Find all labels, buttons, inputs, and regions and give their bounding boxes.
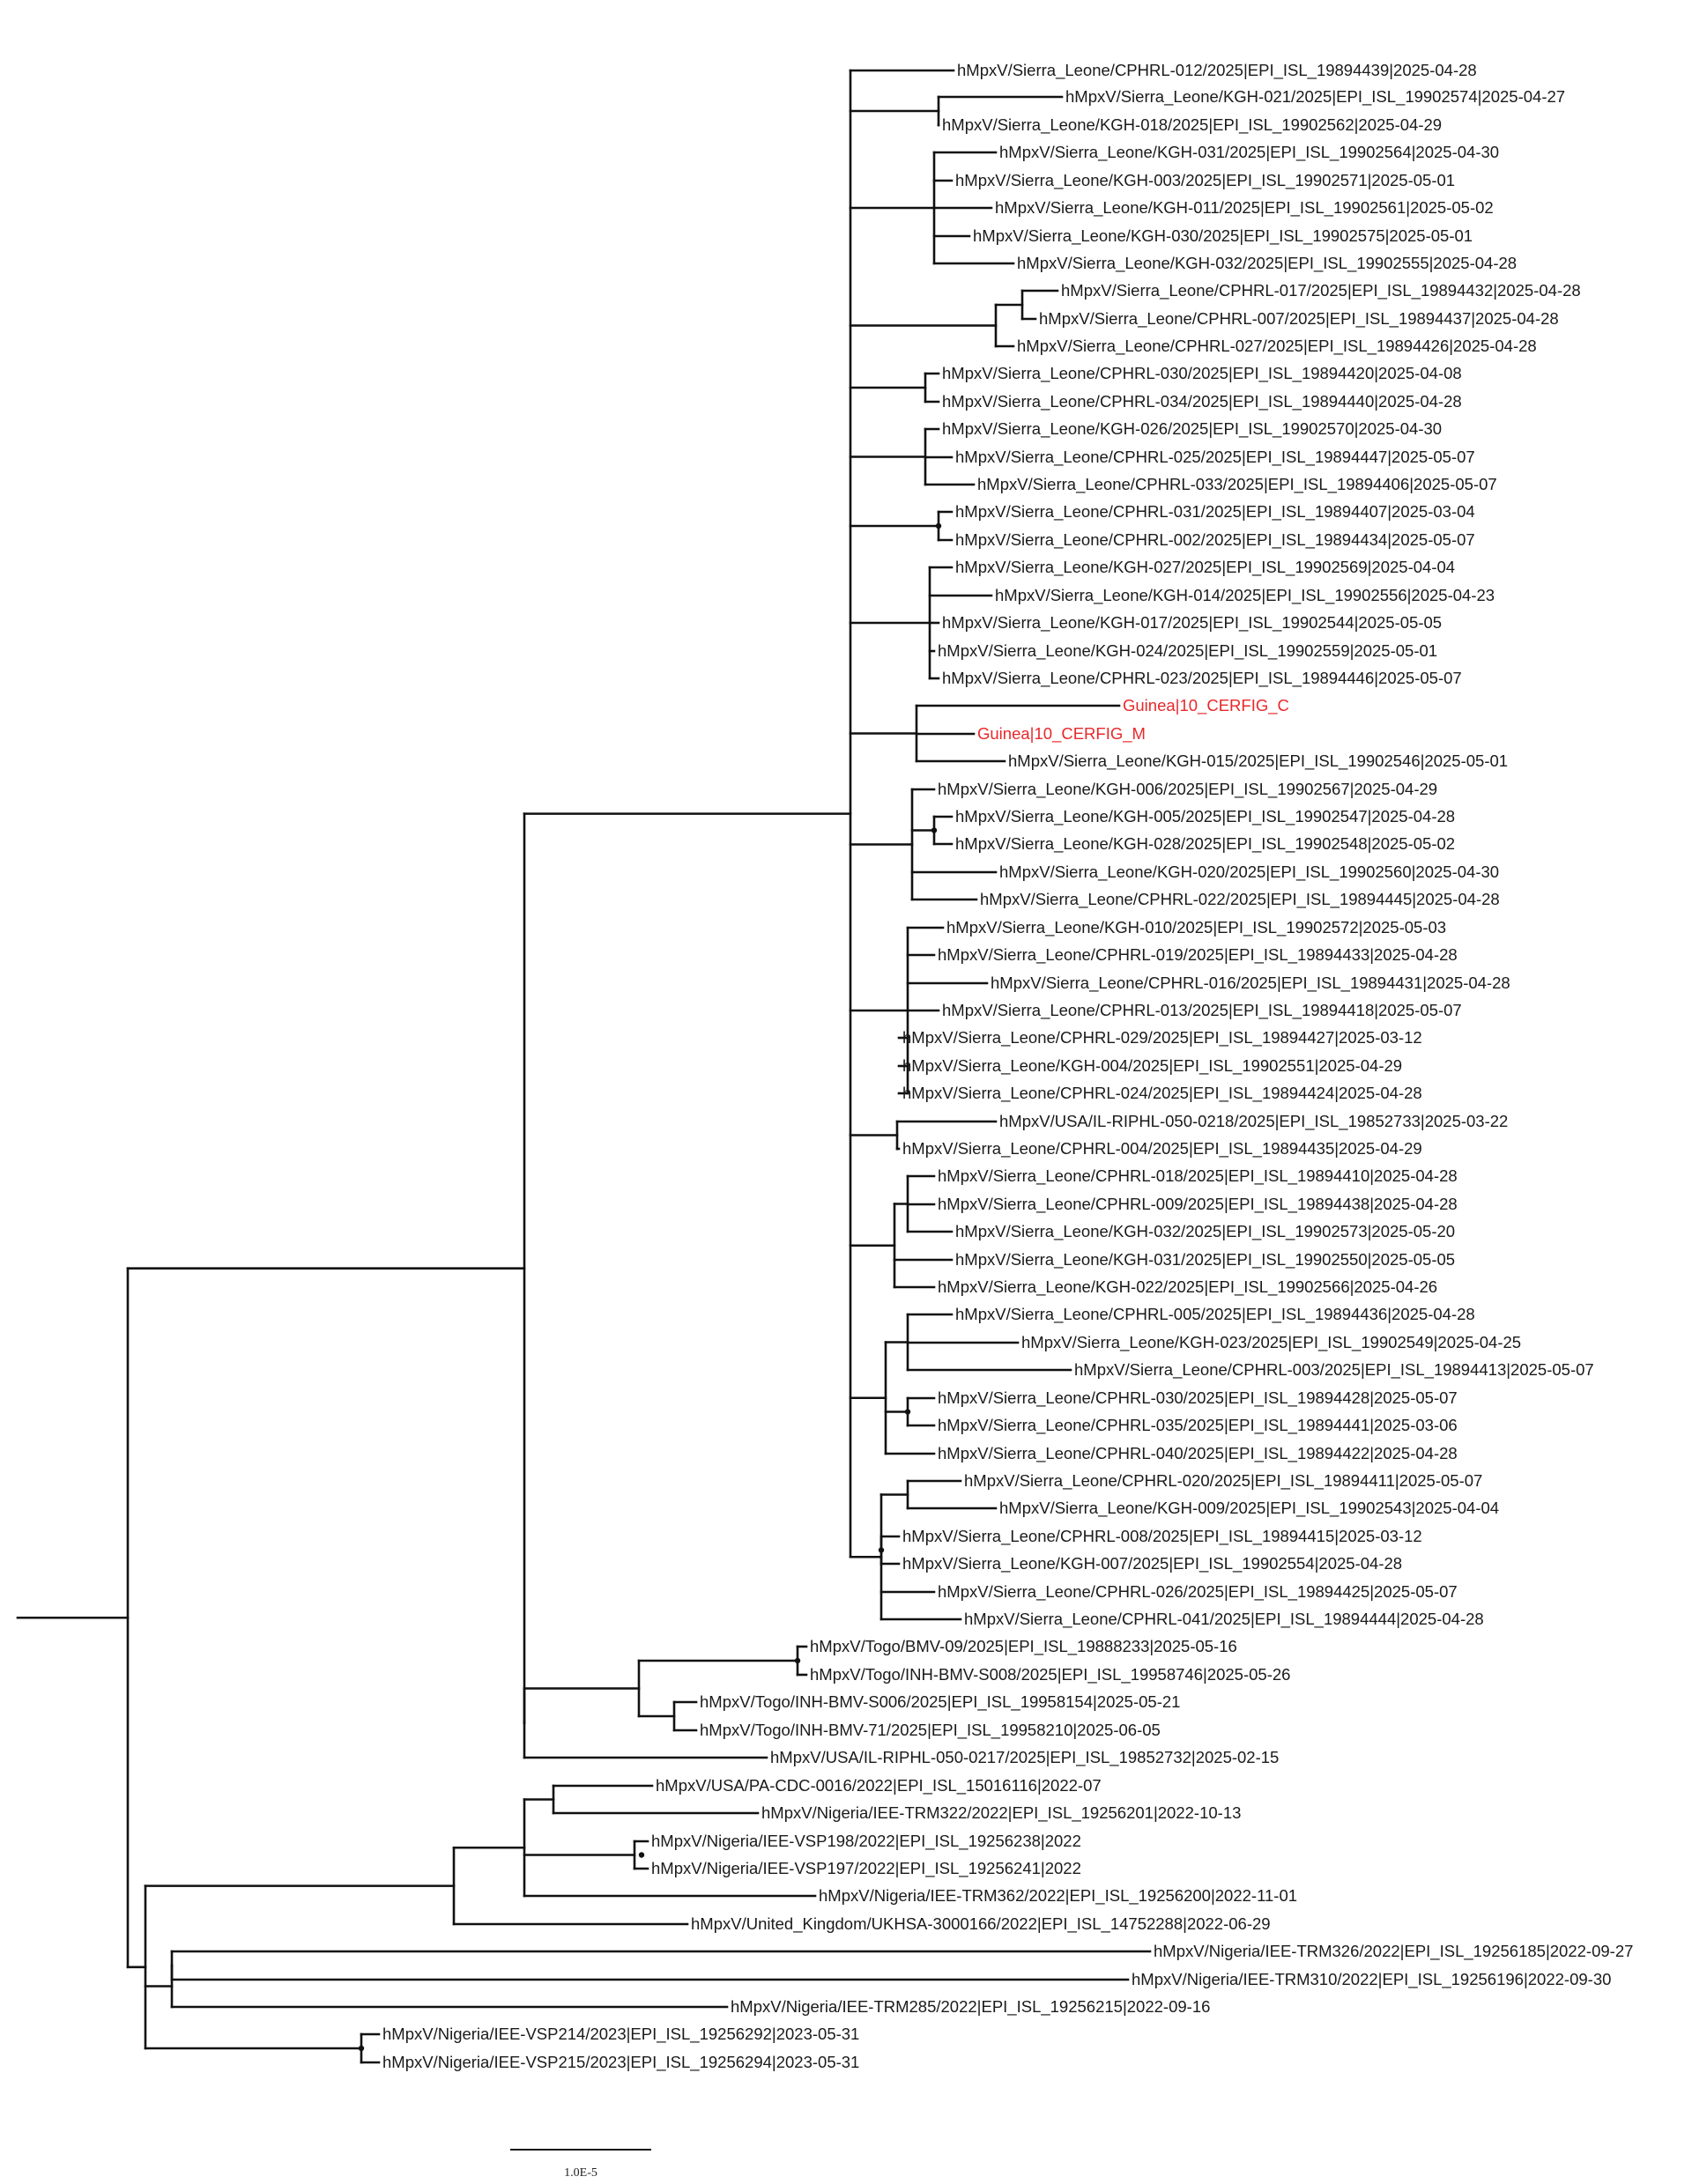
node-dot bbox=[359, 2046, 364, 2051]
tip-label: hMpxV/Togo/INH-BMV-S006/2025|EPI_ISL_19958154|2025-05-21 bbox=[700, 1692, 1181, 1711]
tip-label: hMpxV/Nigeria/IEE-VSP214/2023|EPI_ISL_19256292|2023-05-31 bbox=[382, 2025, 860, 2043]
tip-label: hMpxV/Sierra_Leone/CPHRL-019/2025|EPI_ISL_19894433|2025-04-28 bbox=[938, 945, 1458, 964]
scale-bar-label: 1.0E-5 bbox=[564, 2166, 597, 2180]
tip-label: hMpxV/USA/IL-RIPHL-050-0217/2025|EPI_ISL_19852732|2025-02-15 bbox=[770, 1748, 1280, 1766]
tip-label: hMpxV/Sierra_Leone/KGH-022/2025|EPI_ISL_19902566|2025-04-26 bbox=[938, 1277, 1438, 1296]
tip-labels bbox=[382, 61, 1633, 2072]
tip-label: hMpxV/Sierra_Leone/CPHRL-020/2025|EPI_ISL_19894411|2025-05-07 bbox=[964, 1471, 1483, 1490]
node-dot bbox=[931, 827, 937, 833]
tip-label: hMpxV/Sierra_Leone/CPHRL-013/2025|EPI_ISL_19894418|2025-05-07 bbox=[942, 1001, 1462, 1019]
tip-label: hMpxV/Sierra_Leone/KGH-021/2025|EPI_ISL_19902574|2025-04-27 bbox=[1065, 87, 1566, 106]
tip-label: hMpxV/Sierra_Leone/KGH-026/2025|EPI_ISL_19902570|2025-04-30 bbox=[942, 419, 1443, 438]
tip-label: hMpxV/Sierra_Leone/CPHRL-040/2025|EPI_ISL_19894422|2025-04-28 bbox=[938, 1444, 1458, 1462]
tip-label: hMpxV/Sierra_Leone/CPHRL-022/2025|EPI_ISL_19894445|2025-04-28 bbox=[980, 890, 1500, 908]
tip-label: hMpxV/Nigeria/IEE-TRM310/2022|EPI_ISL_19256196|2022-09-30 bbox=[1132, 1970, 1612, 1988]
tip-label: hMpxV/Sierra_Leone/CPHRL-030/2025|EPI_ISL_19894428|2025-05-07 bbox=[938, 1388, 1458, 1407]
tip-label: hMpxV/Sierra_Leone/KGH-014/2025|EPI_ISL_19902556|2025-04-23 bbox=[995, 586, 1495, 604]
tip-label: hMpxV/Sierra_Leone/KGH-030/2025|EPI_ISL_19902575|2025-05-01 bbox=[973, 226, 1473, 245]
tip-label: hMpxV/Sierra_Leone/CPHRL-026/2025|EPI_ISL_19894425|2025-05-07 bbox=[938, 1582, 1458, 1601]
tip-label: hMpxV/Sierra_Leone/CPHRL-027/2025|EPI_ISL_19894426|2025-04-28 bbox=[1017, 337, 1537, 355]
tip-label: hMpxV/Sierra_Leone/KGH-027/2025|EPI_ISL_19902569|2025-04-04 bbox=[955, 558, 1456, 576]
tip-label: hMpxV/Sierra_Leone/KGH-004/2025|EPI_ISL_19902551|2025-04-29 bbox=[902, 1056, 1403, 1075]
scale-bar bbox=[511, 2150, 650, 2180]
tip-label: hMpxV/Sierra_Leone/KGH-017/2025|EPI_ISL_19902544|2025-05-05 bbox=[942, 613, 1443, 632]
tip-label: hMpxV/Sierra_Leone/KGH-031/2025|EPI_ISL_19902550|2025-05-05 bbox=[955, 1250, 1456, 1269]
tip-label: hMpxV/Togo/BMV-09/2025|EPI_ISL_19888233|2025-05-16 bbox=[810, 1637, 1237, 1655]
tip-label: hMpxV/Sierra_Leone/CPHRL-035/2025|EPI_ISL_19894441|2025-03-06 bbox=[938, 1416, 1458, 1434]
tip-label: hMpxV/Sierra_Leone/KGH-005/2025|EPI_ISL_19902547|2025-04-28 bbox=[955, 807, 1456, 825]
tip-label: hMpxV/USA/PA-CDC-0016/2022|EPI_ISL_15016116|2022-07 bbox=[656, 1776, 1102, 1795]
tip-label: hMpxV/Sierra_Leone/KGH-032/2025|EPI_ISL_19902555|2025-04-28 bbox=[1017, 254, 1518, 272]
tip-label: hMpxV/Sierra_Leone/CPHRL-018/2025|EPI_ISL_19894410|2025-04-28 bbox=[938, 1166, 1458, 1185]
tip-label: hMpxV/Nigeria/IEE-VSP215/2023|EPI_ISL_19256294|2023-05-31 bbox=[382, 2053, 860, 2071]
tip-label: hMpxV/Togo/INH-BMV-71/2025|EPI_ISL_19958210|2025-06-05 bbox=[700, 1721, 1161, 1739]
tip-label: hMpxV/Sierra_Leone/CPHRL-016/2025|EPI_ISL_19894431|2025-04-28 bbox=[991, 974, 1510, 992]
tip-label: hMpxV/Sierra_Leone/KGH-023/2025|EPI_ISL_19902549|2025-04-25 bbox=[1021, 1333, 1522, 1351]
node-dot bbox=[905, 1409, 910, 1414]
tip-label: hMpxV/Sierra_Leone/CPHRL-025/2025|EPI_ISL_19894447|2025-05-07 bbox=[955, 448, 1475, 466]
tip-label: hMpxV/Sierra_Leone/CPHRL-005/2025|EPI_ISL_19894436|2025-04-28 bbox=[955, 1305, 1475, 1323]
tip-label: hMpxV/Nigeria/IEE-TRM285/2022|EPI_ISL_19256215|2022-09-16 bbox=[731, 1997, 1211, 2016]
tip-label: hMpxV/Sierra_Leone/KGH-031/2025|EPI_ISL_19902564|2025-04-30 bbox=[999, 143, 1500, 161]
tip-label: hMpxV/Sierra_Leone/KGH-010/2025|EPI_ISL_19902572|2025-05-03 bbox=[946, 918, 1447, 937]
tip-label-highlighted: Guinea|10_CERFIG_C bbox=[1123, 696, 1289, 714]
tip-label: hMpxV/Sierra_Leone/CPHRL-003/2025|EPI_ISL_19894413|2025-05-07 bbox=[1074, 1360, 1594, 1379]
tip-label: hMpxV/Sierra_Leone/CPHRL-008/2025|EPI_ISL_19894415|2025-03-12 bbox=[902, 1527, 1422, 1545]
tip-label: hMpxV/United_Kingdom/UKHSA-3000166/2022|EPI_ISL_14752288|2022-06-29 bbox=[691, 1914, 1271, 1933]
tip-label: hMpxV/Sierra_Leone/CPHRL-007/2025|EPI_ISL_19894437|2025-04-28 bbox=[1039, 309, 1559, 328]
node-dot bbox=[879, 1547, 884, 1552]
tip-label: hMpxV/Sierra_Leone/CPHRL-023/2025|EPI_ISL_19894446|2025-05-07 bbox=[942, 669, 1462, 687]
node-dot bbox=[639, 1852, 644, 1857]
tip-label: hMpxV/Togo/INH-BMV-S008/2025|EPI_ISL_19958746|2025-05-26 bbox=[810, 1665, 1291, 1684]
tip-label: hMpxV/Sierra_Leone/CPHRL-009/2025|EPI_ISL_19894438|2025-04-28 bbox=[938, 1195, 1458, 1213]
tip-label: hMpxV/Sierra_Leone/KGH-011/2025|EPI_ISL_19902561|2025-05-02 bbox=[995, 198, 1494, 217]
tip-label: hMpxV/Sierra_Leone/KGH-003/2025|EPI_ISL_19902571|2025-05-01 bbox=[955, 171, 1456, 189]
tip-label: hMpxV/Sierra_Leone/KGH-020/2025|EPI_ISL_19902560|2025-04-30 bbox=[999, 862, 1500, 881]
tip-label: hMpxV/Nigeria/IEE-TRM362/2022|EPI_ISL_19256200|2022-11-01 bbox=[819, 1886, 1298, 1905]
tip-label: hMpxV/Sierra_Leone/KGH-018/2025|EPI_ISL_19902562|2025-04-29 bbox=[942, 115, 1443, 134]
tip-label: hMpxV/Sierra_Leone/CPHRL-012/2025|EPI_ISL_19894439|2025-04-28 bbox=[957, 61, 1477, 79]
tip-label: hMpxV/Sierra_Leone/KGH-009/2025|EPI_ISL_19902543|2025-04-04 bbox=[999, 1499, 1500, 1517]
node-dot bbox=[795, 1658, 800, 1663]
tip-label: hMpxV/Sierra_Leone/CPHRL-017/2025|EPI_ISL_19894432|2025-04-28 bbox=[1061, 281, 1581, 300]
tip-label: hMpxV/Sierra_Leone/KGH-028/2025|EPI_ISL_19902548|2025-05-02 bbox=[955, 834, 1456, 853]
tip-label: hMpxV/Sierra_Leone/KGH-024/2025|EPI_ISL_19902559|2025-05-01 bbox=[938, 641, 1438, 660]
tip-label: hMpxV/Sierra_Leone/CPHRL-034/2025|EPI_ISL_19894440|2025-04-28 bbox=[942, 392, 1462, 411]
tip-label: hMpxV/Sierra_Leone/KGH-007/2025|EPI_ISL_19902554|2025-04-28 bbox=[902, 1554, 1403, 1573]
tip-label: hMpxV/Sierra_Leone/KGH-015/2025|EPI_ISL_19902546|2025-05-01 bbox=[1008, 751, 1509, 770]
tip-label: hMpxV/Sierra_Leone/CPHRL-002/2025|EPI_ISL_19894434|2025-05-07 bbox=[955, 530, 1475, 549]
tip-label: hMpxV/Sierra_Leone/CPHRL-004/2025|EPI_ISL_19894435|2025-04-29 bbox=[902, 1139, 1422, 1158]
tip-label: hMpxV/Sierra_Leone/CPHRL-024/2025|EPI_ISL_19894424|2025-04-28 bbox=[902, 1084, 1422, 1102]
tip-label: hMpxV/Sierra_Leone/KGH-032/2025|EPI_ISL_19902573|2025-05-20 bbox=[955, 1222, 1456, 1240]
tip-label: hMpxV/Sierra_Leone/CPHRL-030/2025|EPI_ISL_19894420|2025-04-08 bbox=[942, 364, 1462, 382]
tip-label: hMpxV/USA/IL-RIPHL-050-0218/2025|EPI_ISL_19852733|2025-03-22 bbox=[999, 1112, 1509, 1130]
node-dot bbox=[936, 523, 941, 529]
tip-label: hMpxV/Sierra_Leone/CPHRL-031/2025|EPI_ISL_19894407|2025-03-04 bbox=[955, 502, 1475, 521]
tip-label-highlighted: Guinea|10_CERFIG_M bbox=[977, 724, 1146, 743]
tip-label: hMpxV/Nigeria/IEE-VSP198/2022|EPI_ISL_19256238|2022 bbox=[651, 1832, 1081, 1850]
tip-label: hMpxV/Nigeria/IEE-TRM322/2022|EPI_ISL_19256201|2022-10-13 bbox=[761, 1803, 1242, 1822]
tip-label: hMpxV/Sierra_Leone/CPHRL-029/2025|EPI_ISL_19894427|2025-03-12 bbox=[902, 1028, 1422, 1047]
tip-label: hMpxV/Sierra_Leone/KGH-006/2025|EPI_ISL_19902567|2025-04-29 bbox=[938, 780, 1438, 798]
tip-label: hMpxV/Sierra_Leone/CPHRL-041/2025|EPI_ISL_19894444|2025-04-28 bbox=[964, 1610, 1484, 1628]
tip-label: hMpxV/Nigeria/IEE-VSP197/2022|EPI_ISL_19256241|2022 bbox=[651, 1859, 1081, 1877]
node-dots bbox=[359, 523, 941, 2051]
tip-label: hMpxV/Sierra_Leone/CPHRL-033/2025|EPI_ISL_19894406|2025-05-07 bbox=[977, 475, 1497, 493]
tip-label: hMpxV/Nigeria/IEE-TRM326/2022|EPI_ISL_19256185|2022-09-27 bbox=[1154, 1942, 1634, 1960]
